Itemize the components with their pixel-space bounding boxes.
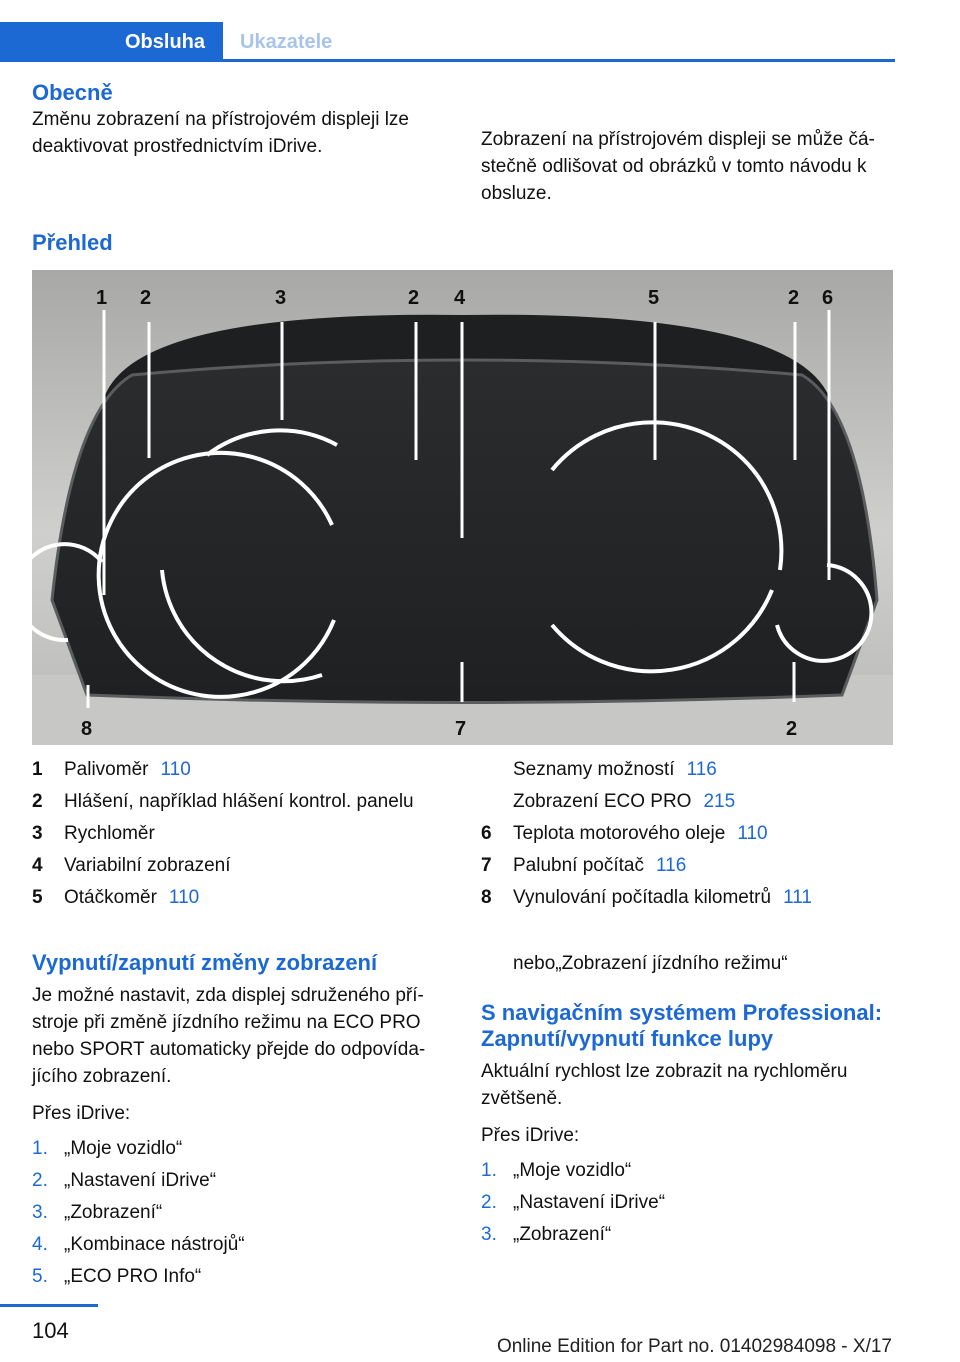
cluster-illustration — [32, 270, 893, 745]
zoom-steps — [481, 1155, 893, 1251]
instrument-cluster-figure — [32, 270, 893, 745]
callout-4: 4 — [454, 287, 466, 309]
legend-item: 3 Rychloměr — [32, 823, 155, 844]
section-zoom — [481, 1000, 893, 1251]
page-ref-link[interactable]: 110 — [737, 823, 768, 844]
legend-item: 6 Teplota motorového oleje 110 — [481, 823, 768, 844]
section-title-general: Obecně — [32, 80, 113, 105]
callout-2a: 2 — [140, 287, 152, 309]
general-text-right: Zobrazení na přístrojovém displeji se může čá-stečně odlišovat od obrázků v tomto návodu k obsluze. — [481, 129, 875, 204]
legend-item: 8 Vynulování počítadla kilometrů 111 — [481, 887, 812, 908]
legend-item: 7 Palubní počítač 116 — [481, 855, 687, 876]
step-item: 2. „Nastavení iDrive“ — [32, 1170, 217, 1191]
page-ref-link[interactable]: 110 — [168, 887, 200, 908]
zoom-text: Aktuální rychlost lze zobrazit na rychloměru zvětšeně. — [481, 1061, 848, 1109]
callout-6: 6 — [822, 287, 834, 309]
callout-2c: 2 — [788, 287, 800, 309]
general-text-left: Změnu zobrazení na přístrojovém displeji lze deaktivovat prostřednictvím iDrive. — [32, 109, 410, 157]
switch-continuation: nebo„Zobrazení jízdního režimu“ — [513, 953, 788, 974]
zoom-via: Přes iDrive: — [481, 1125, 580, 1146]
section-title-overview: Přehled — [32, 230, 113, 255]
page-ref-link[interactable]: 116 — [686, 759, 717, 780]
switch-steps — [32, 1133, 452, 1293]
step-item: 4. „Kombinace nástrojů“ — [32, 1234, 245, 1255]
callout-3: 3 — [275, 287, 287, 309]
legend-item: Zobrazení ECO PRO 215 — [513, 791, 736, 812]
general-right — [481, 126, 893, 207]
page-number: 104 — [32, 1318, 69, 1343]
edition-note: Online Edition for Part no. 01402984098 - X/17 — [496, 1336, 892, 1357]
callout-5: 5 — [648, 287, 660, 309]
step-item: 2. „Nastavení iDrive“ — [481, 1192, 666, 1213]
step-item: 3. „Zobrazení“ — [481, 1224, 612, 1245]
callout-7: 7 — [455, 718, 467, 740]
switch-via: Přes iDrive: — [32, 1103, 131, 1124]
step-item: 1. „Moje vozidlo“ — [481, 1160, 632, 1181]
tab-obsluha[interactable]: Obsluha — [0, 22, 223, 62]
section-title-switch: Vypnutí/zapnutí změny zobrazení — [32, 950, 378, 975]
page-ref-link[interactable]: 116 — [655, 855, 687, 876]
switch-text: Je možné nastavit, zda displej sdruženého pří-stroje při změně jízdního režimu na ECO PRO nebo SPORT automaticky přejde do odpovída-jícího zobrazení. — [32, 985, 426, 1087]
page-ref-link[interactable]: 215 — [703, 791, 736, 812]
step-item: 5. „ECO PRO Info“ — [32, 1266, 202, 1287]
legend-item: 2 Hlášení, například hlášení kontrol. panelu — [32, 791, 414, 812]
page-ref-link[interactable]: 110 — [160, 759, 191, 780]
callout-1: 1 — [96, 287, 108, 309]
legend-item: Seznamy možností 116 — [513, 759, 717, 780]
legend-item: 4 Variabilní zobrazení — [32, 855, 231, 876]
legend-item: 5 Otáčkoměr 110 — [32, 887, 200, 908]
tab-ukazatele[interactable]: Ukazatele — [240, 31, 333, 53]
header-tabs — [0, 22, 895, 62]
legend-item: 1 Palivoměr 110 — [32, 759, 191, 780]
footer-rule — [0, 1304, 98, 1307]
page-ref-link[interactable]: 111 — [783, 887, 812, 908]
section-title-zoom: S navigačním systémem Professional: Zapnutí/vypnutí funkce lupy — [481, 1000, 883, 1051]
callout-2d: 2 — [786, 718, 798, 740]
general-left — [32, 80, 452, 160]
callout-8: 8 — [81, 718, 93, 740]
step-item: 3. „Zobrazení“ — [32, 1202, 163, 1223]
step-item: 1. „Moje vozidlo“ — [32, 1138, 183, 1159]
section-switch — [32, 950, 452, 1293]
callout-2b: 2 — [408, 287, 420, 309]
legend-right — [481, 754, 812, 914]
legend-left — [32, 754, 414, 914]
